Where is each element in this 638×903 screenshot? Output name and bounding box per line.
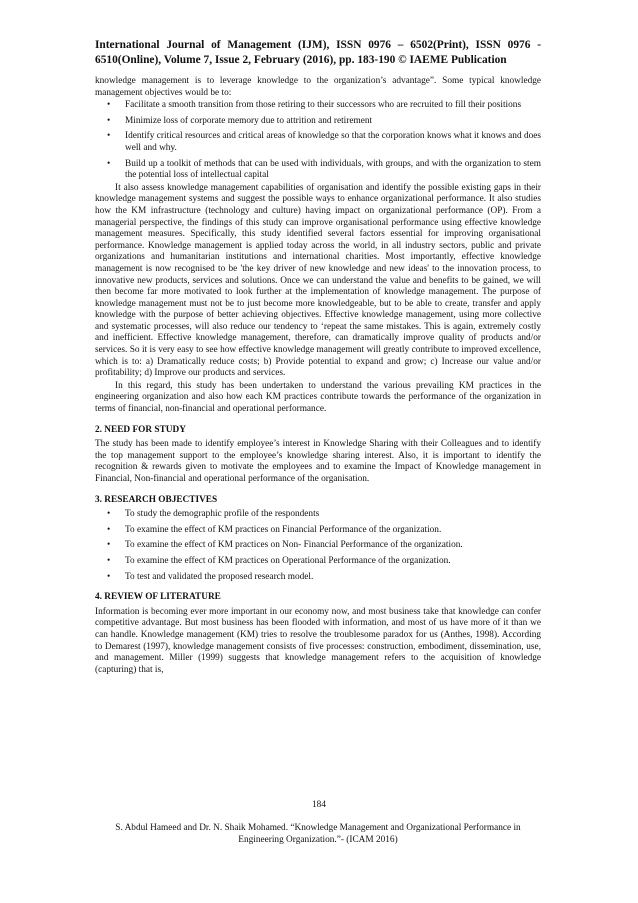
- section-heading: 3. RESEARCH OBJECTIVES: [95, 494, 218, 505]
- section-paragraph: Information is becoming ever more important in our economy now, and most business take that knowledge can confer competitive advantage. But most business has been flooded with information, and most of us have more of it than we can handle. Knowledge management (KM) tries to resolve the troublesome paradox for us (Anthes, 1998). According to Demarest (1997), knowledge management consists of five processes: construction, embodiment, dissemination, use, and management. Miller (1999) suggests that knowledge management refers to the acquisition of knowledge (capturing) that is,: [95, 606, 541, 675]
- bullet-icon: •: [107, 571, 111, 582]
- section-heading: 4. REVIEW OF LITERATURE: [95, 592, 221, 603]
- list-item: • To test and validated the proposed research model.: [107, 571, 314, 582]
- bullet-icon: •: [107, 158, 111, 169]
- journal-header: International Journal of Management (IJM), ISSN 0976 – 6502(Print), ISSN 0976 - 6510(Online), Volume 7, Issue 2, February (2016), pp. 183-190 © IAEME Publication: [95, 39, 541, 66]
- list-item: • To study the demographic profile of the respondents: [107, 509, 320, 520]
- citation-footer: S. Abdul Hameed and Dr. N. Shaik Mohamed. “Knowledge Management and Organizational Performance in Engineering Organization.”- (ICAM 2016): [115, 823, 521, 845]
- bullet-icon: •: [107, 509, 111, 520]
- list-item: • Facilitate a smooth transition from those retiring to their successors who are recruited to fill their positions: [107, 100, 522, 111]
- research-objectives-list: [95, 509, 541, 583]
- list-item: • To examine the effect of KM practices on Non- Financial Performance of the organization.: [107, 540, 463, 551]
- body-paragraph: It also assess knowledge management capabilities of organisation and identify the possible existing gaps in their knowledge management systems and suggest the possible ways to enhance organizational performance. It also studies how the KM infrastructure (technology and culture) having impact on organizational performance (OP). From a managerial perspective, the findings of this study can improve organisational performance using effective knowledge management measures. Specifically, this study identified several factors essential for improving organisational performance. Knowledge management is applied today across the world, in all industry sectors, public and private organizations and humanitarian institutions and international charities. Most importantly, effective knowledge management is now recognised to be 'the key driver of new knowledge and new ideas' to the innovation process, to innovative new products, services and solutions. Once we can understand the value and benefits to be gained, we will then become far more motivated to look further at the implementation of knowledge management. The purpose of knowledge management must not be to just become more knowledgeable, but to be able to create, transfer and apply knowledge with the purpose of better achieving objectives. Effective knowledge management, using more collective and systematic processes, will also reduce our tendency to ‘repeat the same mistakes. This is again, extremely costly and inefficient. Effective knowledge management, therefore, can dramatically improve quality of products and/or services. So it is very easy to see how effective knowledge management will greatly contribute to improved excellence, which is to: a) Dramatically reduce costs; b) Provide potential to expand and grow; c) Increase our value and/or profitability; d) Improve our products and services.: [95, 182, 541, 379]
- bullet-icon: •: [107, 524, 111, 535]
- list-item: • Identify critical resources and critical areas of knowledge so that the corporation knows what it knows and does well and why.: [107, 131, 541, 153]
- bullet-icon: •: [107, 540, 111, 551]
- body-paragraph: In this regard, this study has been undertaken to understand the various prevailing KM practices in the engineering organization and also how each KM practices contribute towards the performance of the organization in terms of financial, non-financial and operational performance.: [95, 380, 541, 415]
- section-paragraph: The study has been made to identify employee’s interest in Knowledge Sharing with their Colleagues and to identify the top management support to the employee’s knowledge sharing interest. Also, it is important to identify the recognition & rewards given to motivate the employees and to examine the Impact of Knowledge management in Financial, Non-financial and operational performance of the organisation.: [95, 439, 541, 484]
- intro-paragraph: knowledge management is to leverage knowledge to the organization’s advantage”. Some typical knowledge management objectives would be to:: [95, 76, 541, 98]
- list-item: • To examine the effect of KM practices on Operational Performance of the organization.: [107, 555, 451, 566]
- bullet-icon: •: [107, 115, 111, 126]
- list-item: • To examine the effect of KM practices on Financial Performance of the organization.: [107, 524, 442, 535]
- list-item: • Minimize loss of corporate memory due to attrition and retirement: [107, 115, 373, 126]
- bullet-icon: •: [107, 131, 111, 142]
- objectives-list: [95, 100, 541, 182]
- bullet-icon: •: [107, 555, 111, 566]
- list-item: • Build up a toolkit of methods that can be used with individuals, with groups, and with the organization to stem the potential loss of intellectual capital: [107, 158, 541, 181]
- section-heading: 2. NEED FOR STUDY: [95, 424, 186, 435]
- page-number: 184: [312, 800, 326, 810]
- bullet-icon: •: [107, 100, 111, 111]
